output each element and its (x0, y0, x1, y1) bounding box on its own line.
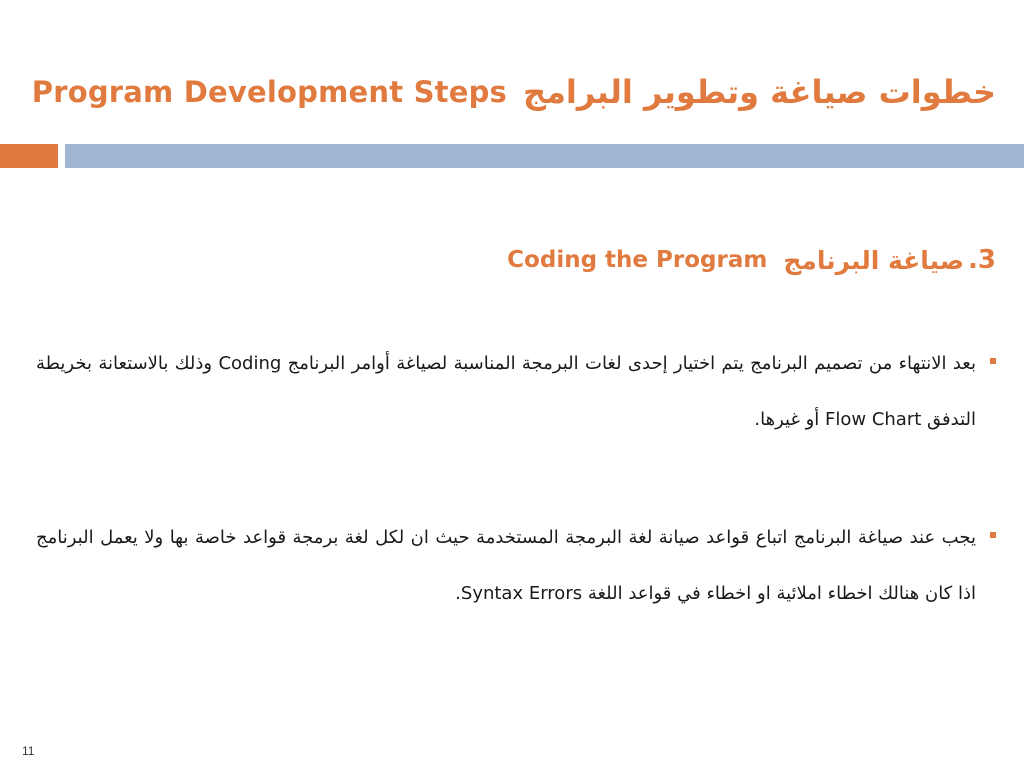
bullet-square-icon (990, 532, 996, 538)
slide-number: 11 (22, 744, 35, 758)
bullet-text: يجب عند صياغة البرنامج اتباع قواعد صيانة لغة البرمجة المستخدمة حيث ان لكل لغة برمجة قواعد خاصة بها ولا يعمل البرنامج اذا كان هنالك اخطاء املائية او اخطاء في قواعد اللغة Syntax Errors. (36, 527, 976, 604)
slide-title (32, 62, 996, 122)
bullet-item (36, 510, 976, 622)
bullet-square-icon (990, 358, 996, 364)
section-title-english: Coding the Program (507, 247, 768, 273)
section-number: 3. (968, 245, 996, 275)
bullet-item (36, 336, 976, 448)
accent-bar-right (65, 144, 1024, 168)
section-title-arabic: صياغة البرنامج (783, 245, 965, 275)
bullet-text: بعد الانتهاء من تصميم البرنامج يتم اختيار إحدى لغات البرمجة المناسبة لصياغة أوامر البرنامج Coding وذلك بالاستعانة بخريطة التدفق Flow Chart أو غيرها. (36, 353, 977, 430)
slide-title-arabic: خطوات صياغة وتطوير البرامج (523, 73, 996, 111)
section-heading (507, 238, 996, 282)
slide-title-english: Program Development Steps (31, 75, 508, 109)
accent-bar-left (0, 144, 58, 168)
